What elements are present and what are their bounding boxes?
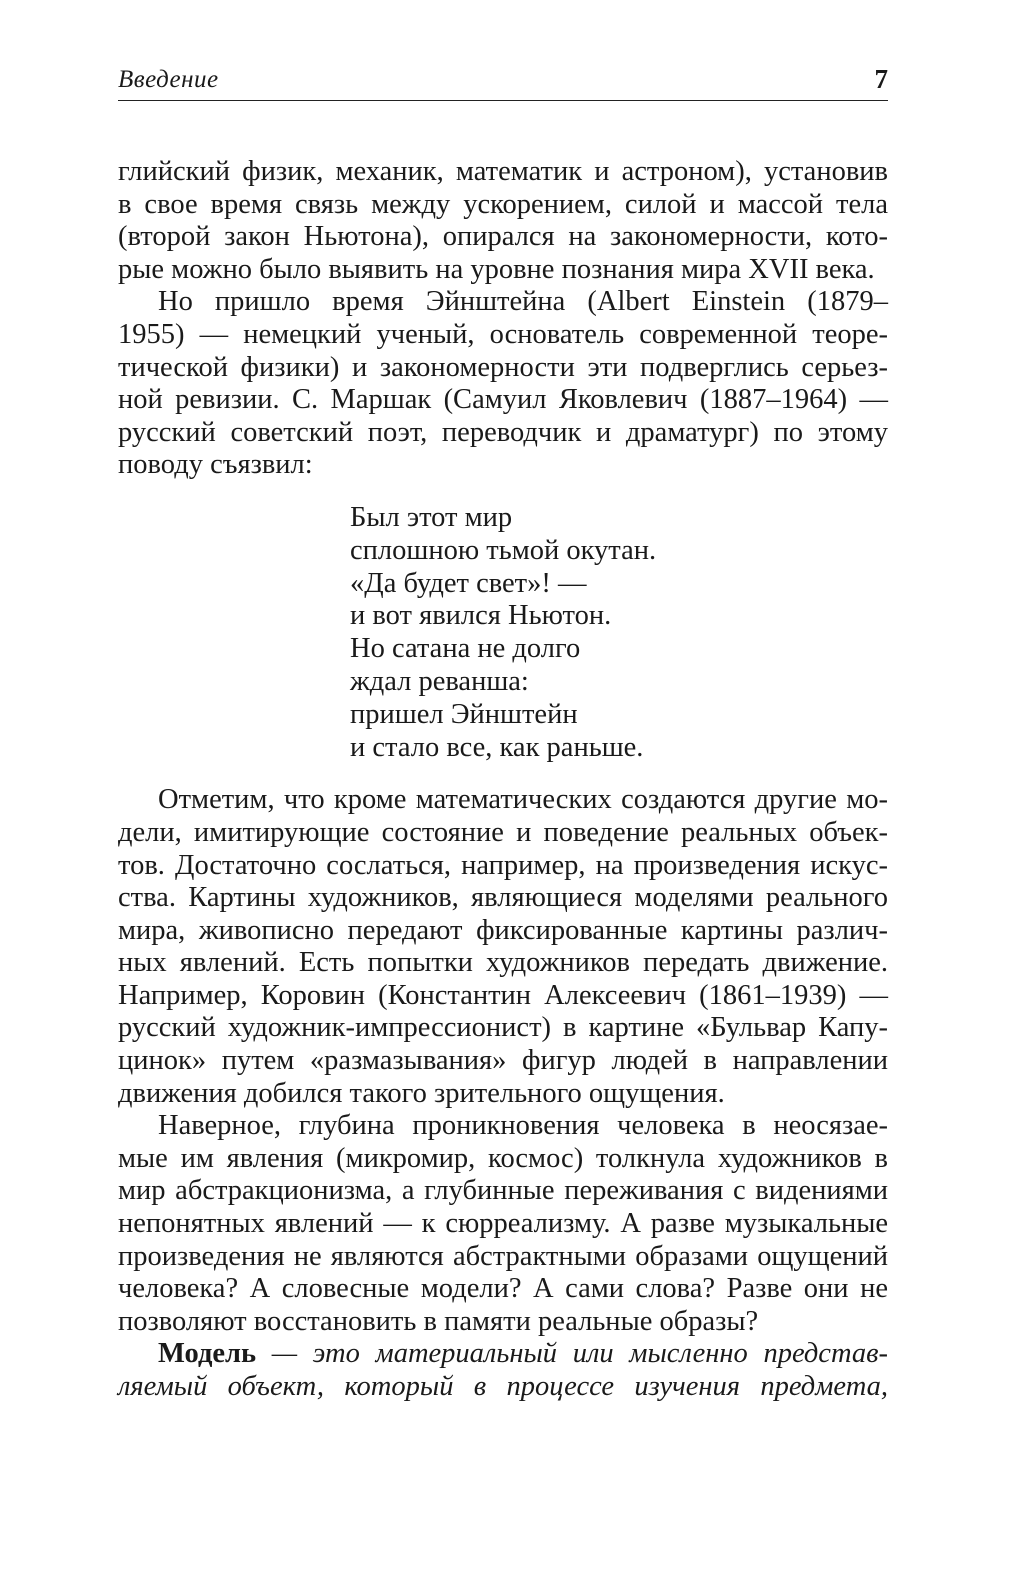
text-line: цинок» путем «размазывания» фигур людей в направлении [118, 1045, 888, 1077]
running-title: Введение [118, 66, 219, 93]
page-number: 7 [874, 64, 888, 94]
paragraph-art-models [118, 784, 888, 1110]
text-line: русский художник-импрессионист) в картине «Бульвар Капу- [118, 1012, 888, 1044]
text-line: Например, Коровин (Константин Алексеевич (1861–1939) — [118, 979, 888, 1011]
poem-line: и вот явился Ньютон. [350, 600, 612, 632]
definition-term: Модель [158, 1338, 257, 1370]
text-line: в свое время связь между ускорением, силой и массой тела [118, 188, 888, 220]
text-line: тической физики) и закономерности эти подверглись серьез- [118, 351, 888, 383]
poem-line: «Да будет свет»! — [350, 567, 587, 599]
text-line: позволяют восстановить в памяти реальные образы? [118, 1305, 759, 1337]
text-line: 1955) — немецкий ученый, основатель современной теоре- [118, 318, 888, 350]
text-line: ных явлений. Есть попытки художников передать движение. [118, 947, 888, 979]
text-line: мира, живописно передают фиксированные картины различ- [118, 914, 888, 946]
poem-line: ждал реванша: [350, 665, 529, 697]
poem-line: Но сатана не долго [350, 633, 581, 665]
text-line: рые можно было выявить на уровне познания мира XVII века. [118, 253, 875, 285]
text-line: дели, имитирующие состояние и поведение реальных объек- [118, 816, 888, 848]
poem-line: пришел Эйнштейн [350, 698, 578, 730]
text-line: русский советский поэт, переводчик и драматург) по этому [118, 416, 888, 448]
text-line: ства. Картины художников, являющиеся моделями реального [118, 882, 888, 914]
text-line: поводу съязвил: [118, 449, 313, 481]
paragraph-einstein [118, 286, 888, 482]
page-body [118, 156, 888, 1404]
text-line: (второй закон Ньютона), опирался на закономерности, кото- [118, 221, 888, 253]
paragraph-definition [118, 1338, 888, 1403]
text-line: движения добился такого зрительного ощущения. [118, 1077, 725, 1109]
text-line: глийский физик, механик, математик и астроном), установив [118, 156, 888, 187]
poem-quote [350, 502, 888, 764]
text-line: мир абстракционизма, а глубинные переживания с видениями [118, 1175, 888, 1207]
text-line: Отметим, что кроме математических создаются другие мо- [158, 784, 888, 816]
paragraph-newton [118, 156, 888, 286]
text-line: Но пришло время Эйнштейна (Albert Einstein (1879– [158, 286, 888, 318]
text-line: произведения не являются абстрактными образами ощущений [118, 1240, 888, 1272]
poem-line: и стало все, как раньше. [350, 731, 644, 763]
poem-line: сплошною тьмой окутан. [350, 534, 657, 566]
definition-line: ляемый объект, который в процессе изучения предмета, [118, 1371, 888, 1402]
text-line: мые им явления (микромир, космос) толкнула художников в [118, 1142, 888, 1174]
definition-text: — это материальный или мысленно представ- [256, 1338, 888, 1370]
text-line: ной ревизии. С. Маршак (Самуил Яковлевич (1887–1964) — [118, 384, 888, 416]
paragraph-abstraction [118, 1110, 888, 1338]
text-line: Наверное, глубина проникновения человека в неосязае- [158, 1110, 888, 1142]
text-line: непонятных явлений — к сюрреализму. А разве музыкальные [118, 1208, 888, 1240]
running-head [118, 60, 888, 101]
text-line: тов. Достаточно сослаться, например, на произведения искус- [118, 849, 888, 881]
definition-line [118, 1338, 888, 1371]
text-line: человека? А словесные модели? А сами слова? Разве они не [118, 1273, 888, 1305]
poem-line: Был этот мир [350, 501, 513, 533]
book-page [118, 60, 888, 1404]
